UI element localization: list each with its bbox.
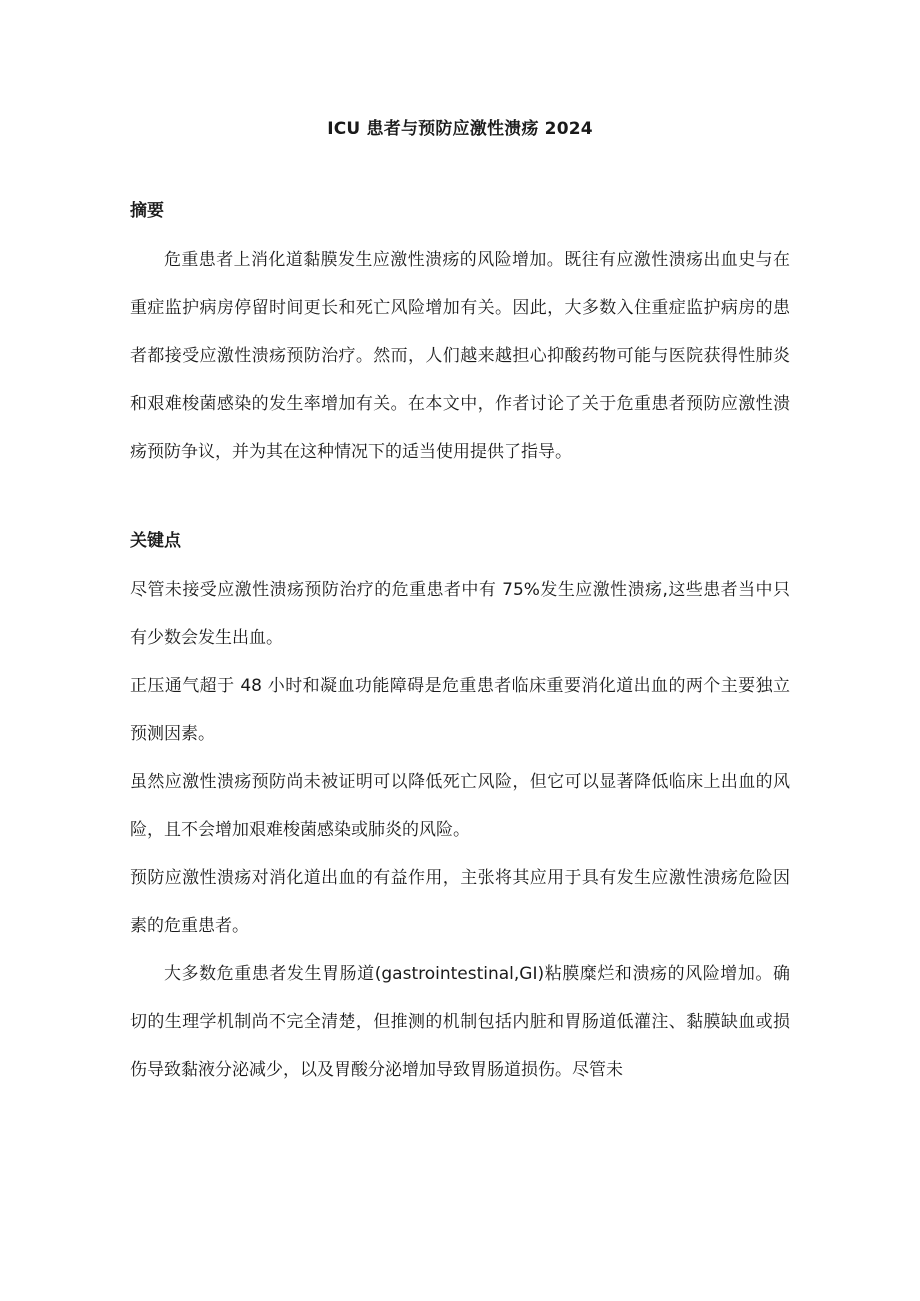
key-point-item: 预防应激性溃疡对消化道出血的有益作用，主张将其应用于具有发生应激性溃疡危险因素的危重患者。 (130, 868, 790, 936)
body-paragraph: 大多数危重患者发生胃肠道(gastrointestinal,GI)粘膜糜烂和溃疡的风险增加。确切的生理学机制尚不完全清楚，但推测的机制包括内脏和胃肠道低灌注、黏膜缺血或损伤导致黏液分泌减少，以及胃酸分泌增加导致胃肠道损伤。尽管未 (130, 964, 790, 1080)
document-title: ICU 患者与预防应激性溃疡 2024 (327, 119, 593, 139)
key-point-item: 正压通气超于 48 小时和凝血功能障碍是危重患者临床重要消化道出血的两个主要独立预测因素。 (130, 676, 790, 744)
document-page (130, 112, 790, 1094)
abstract-paragraph: 危重患者上消化道黏膜发生应激性溃疡的风险增加。既往有应激性溃疡出血史与在重症监护病房停留时间更长和死亡风险增加有关。因此，大多数入住重症监护病房的患者都接受应激性溃疡预防治疗。然而，人们越来越担心抑酸药物可能与医院获得性肺炎和艰难梭菌感染的发生率增加有关。在本文中，作者讨论了关于危重患者预防应激性溃疡预防争议，并为其在这种情况下的适当使用提供了指导。 (130, 250, 790, 462)
key-points-list (130, 566, 790, 950)
section-spacer (130, 476, 790, 524)
key-points-heading: 关键点 (130, 531, 181, 551)
key-point-item: 虽然应激性溃疡预防尚未被证明可以降低死亡风险，但它可以显著降低临床上出血的风险，且不会增加艰难梭菌感染或肺炎的风险。 (130, 772, 790, 840)
key-point-item: 尽管未接受应激性溃疡预防治疗的危重患者中有 75%发生应激性溃疡,这些患者当中只有少数会发生出血。 (130, 580, 790, 648)
abstract-heading: 摘要 (130, 201, 164, 221)
